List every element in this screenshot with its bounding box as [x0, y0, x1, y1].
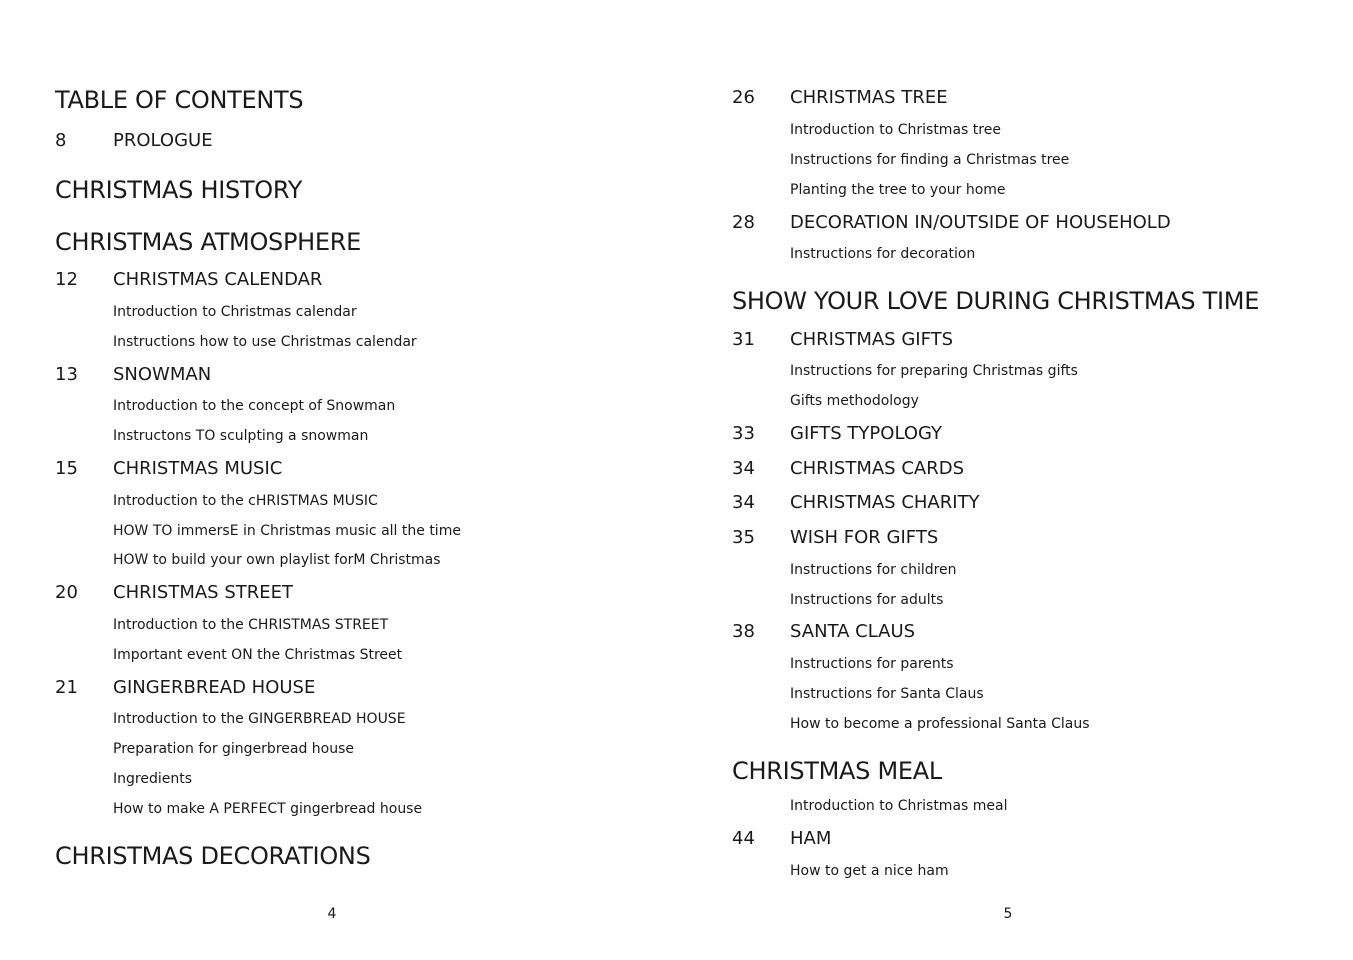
- section-heading[interactable]: CHRISTMAS HISTORY: [55, 176, 303, 204]
- subsection-item[interactable]: Gifts methodology: [790, 393, 919, 409]
- chapter-title[interactable]: SANTA CLAUS: [790, 621, 916, 642]
- entry-page-number: 26: [732, 87, 755, 108]
- subsection-item[interactable]: Introduction to Christmas calendar: [113, 304, 357, 320]
- subsection-item[interactable]: Instructions for adults: [790, 592, 944, 608]
- chapter-title[interactable]: CHRISTMAS CHARITY: [790, 492, 980, 513]
- entry-page-number: 12: [55, 269, 78, 290]
- entry-page-number: 8: [55, 130, 67, 151]
- subsection-item[interactable]: HOW TO immersE in Christmas music all the time: [113, 523, 461, 539]
- subsection-item[interactable]: Instructions for Santa Claus: [790, 686, 984, 702]
- chapter-title[interactable]: PROLOGUE: [113, 130, 213, 151]
- toc-title: TABLE OF CONTENTS: [55, 86, 304, 114]
- subsection-item[interactable]: Instructions for children: [790, 562, 957, 578]
- section-heading[interactable]: CHRISTMAS ATMOSPHERE: [55, 228, 362, 256]
- entry-page-number: 35: [732, 527, 755, 548]
- entry-page-number: 31: [732, 329, 755, 350]
- subsection-item[interactable]: Instructions for finding a Christmas tree: [790, 152, 1070, 168]
- subsection-item[interactable]: Introduction to the cHRISTMAS MUSIC: [113, 493, 378, 509]
- subsection-item[interactable]: Introduction to the concept of Snowman: [113, 398, 396, 414]
- chapter-title[interactable]: CHRISTMAS CALENDAR: [113, 269, 323, 290]
- subsection-item[interactable]: Instructons TO sculpting a snowman: [113, 428, 369, 444]
- chapter-title[interactable]: CHRISTMAS TREE: [790, 87, 948, 108]
- chapter-title[interactable]: CHRISTMAS CARDS: [790, 458, 965, 479]
- entry-page-number: 34: [732, 458, 755, 479]
- entry-page-number: 20: [55, 582, 78, 603]
- entry-page-number: 28: [732, 212, 755, 233]
- section-heading[interactable]: CHRISTMAS MEAL: [732, 757, 942, 785]
- subsection-item[interactable]: Introduction to the GINGERBREAD HOUSE: [113, 711, 406, 727]
- chapter-title[interactable]: SNOWMAN: [113, 364, 212, 385]
- subsection-item[interactable]: Introduction to Christmas meal: [790, 798, 1008, 814]
- subsection-item[interactable]: Important event ON the Christmas Street: [113, 647, 403, 663]
- section-heading[interactable]: SHOW YOUR LOVE DURING CHRISTMAS TIME: [732, 287, 1260, 315]
- subsection-item[interactable]: Preparation for gingerbread house: [113, 741, 355, 757]
- subsection-item[interactable]: How to become a professional Santa Claus: [790, 716, 1090, 732]
- page-number: 5: [1003, 906, 1013, 922]
- subsection-item[interactable]: Instructions for parents: [790, 656, 954, 672]
- subsection-item[interactable]: Introduction to Christmas tree: [790, 122, 1001, 138]
- chapter-title[interactable]: GINGERBREAD HOUSE: [113, 677, 316, 698]
- subsection-item[interactable]: Instructions how to use Christmas calendar: [113, 334, 417, 350]
- chapter-title[interactable]: CHRISTMAS MUSIC: [113, 458, 283, 479]
- chapter-title[interactable]: HAM: [790, 828, 832, 849]
- right-page: [676, 0, 1353, 960]
- chapter-title[interactable]: GIFTS TYPOLOGY: [790, 423, 943, 444]
- subsection-item[interactable]: HOW to build your own playlist forM Christmas: [113, 552, 441, 568]
- page-number: 4: [327, 906, 337, 922]
- entry-page-number: 15: [55, 458, 78, 479]
- subsection-item[interactable]: Planting the tree to your home: [790, 182, 1006, 198]
- subsection-item[interactable]: Ingredients: [113, 771, 192, 787]
- chapter-title[interactable]: WISH FOR GIFTS: [790, 527, 939, 548]
- left-page: [0, 0, 676, 960]
- subsection-item[interactable]: How to make A PERFECT gingerbread house: [113, 801, 423, 817]
- chapter-title[interactable]: CHRISTMAS GIFTS: [790, 329, 954, 350]
- entry-page-number: 13: [55, 364, 78, 385]
- entry-page-number: 21: [55, 677, 78, 698]
- entry-page-number: 38: [732, 621, 755, 642]
- entry-page-number: 34: [732, 492, 755, 513]
- section-heading[interactable]: CHRISTMAS DECORATIONS: [55, 842, 371, 870]
- subsection-item[interactable]: How to get a nice ham: [790, 863, 949, 879]
- entry-page-number: 33: [732, 423, 755, 444]
- subsection-item[interactable]: Introduction to the CHRISTMAS STREET: [113, 617, 389, 633]
- subsection-item[interactable]: Instructions for preparing Christmas gifts: [790, 363, 1078, 379]
- chapter-title[interactable]: CHRISTMAS STREET: [113, 582, 293, 603]
- entry-page-number: 44: [732, 828, 755, 849]
- subsection-item[interactable]: Instructions for decoration: [790, 246, 976, 262]
- chapter-title[interactable]: DECORATION IN/OUTSIDE OF HOUSEHOLD: [790, 212, 1171, 233]
